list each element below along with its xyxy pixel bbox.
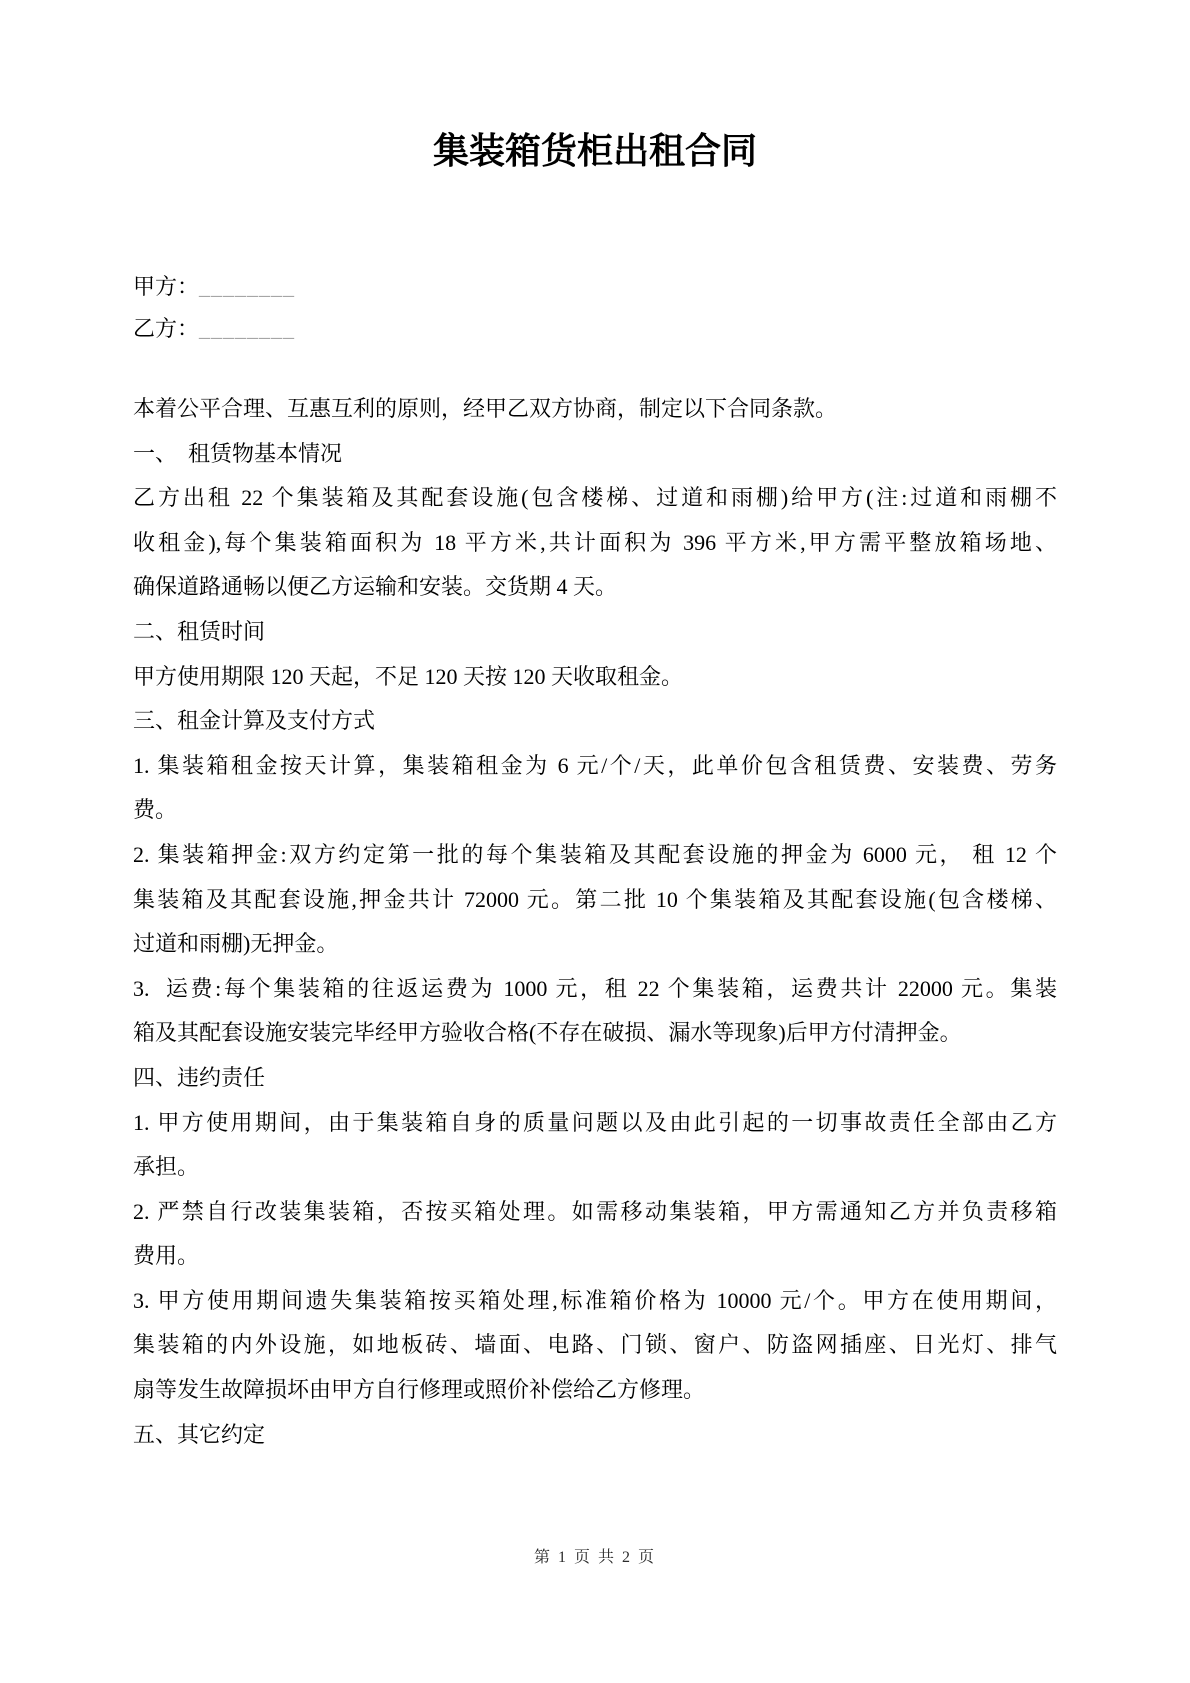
party-b-label: 乙方： (133, 316, 200, 341)
party-b-blank: ________ (199, 316, 296, 341)
heading-section-5 (133, 1413, 1057, 1458)
text-line: 2. 集装箱押金:双方约定第一批的每个集装箱及其配套设施的押金为 6000 元， 租 12 个 (133, 841, 1057, 867)
clause-3-3 (133, 967, 1057, 1056)
heading-section-1 (133, 432, 1057, 477)
page-title: 集装箱货柜出租合同 (432, 131, 757, 171)
clause-4-1 (133, 1101, 1057, 1190)
party-a-line (133, 266, 1057, 308)
text-line: 四、违约责任 (133, 1064, 266, 1090)
text-line: 过道和雨棚)无押金。 (133, 931, 339, 957)
text-line: 确保道路通畅以便乙方运输和安装。交货期 4 天。 (133, 574, 618, 600)
text-line: 五、其它约定 (133, 1421, 266, 1447)
clause-3-1 (133, 744, 1057, 833)
text-line: 承担。 (133, 1154, 200, 1180)
party-a-label: 甲方： (133, 274, 200, 299)
text-line: 1. 甲方使用期间，由于集装箱自身的质量问题以及由此引起的一切事故责任全部由乙方 (133, 1109, 1057, 1135)
text-line: 集装箱的内外设施，如地板砖、墙面、电路、门锁、窗户、防盗网插座、日光灯、排气 (133, 1332, 1057, 1358)
text-line: 三、租金计算及支付方式 (133, 708, 376, 734)
text-line: 2. 严禁自行改装集装箱，否按买箱处理。如需移动集装箱，甲方需通知乙方并负责移箱 (133, 1198, 1057, 1224)
page-number-footer: 第 1 页 共 2 页 (533, 1549, 656, 1567)
text-line: 集装箱及其配套设施,押金共计 72000 元。第二批 10 个集装箱及其配套设施(包含楼梯、 (133, 886, 1057, 912)
text-line: 收租金),每个集装箱面积为 18 平方米,共计面积为 396 平方米,甲方需平整放箱场地、 (133, 529, 1057, 555)
text-line: 乙方出租 22 个集装箱及其配套设施(包含楼梯、过道和雨棚)给甲方(注:过道和雨棚不 (133, 485, 1057, 511)
text-line: 费。 (133, 797, 178, 823)
parties-block (133, 266, 1057, 350)
text-line: 甲方使用期限 120 天起，不足 120 天按 120 天收取租金。 (133, 663, 684, 689)
para-preamble (133, 387, 1057, 432)
clause-3-2 (133, 833, 1057, 967)
text-line: 一、 租赁物基本情况 (133, 440, 343, 466)
text-line: 费用。 (133, 1243, 200, 1269)
text-line: 1. 集装箱租金按天计算，集装箱租金为 6 元/个/天，此单价包含租赁费、安装费、劳务 (133, 752, 1057, 778)
text-line: 扇等发生故障损坏由甲方自行修理或照价补偿给乙方修理。 (133, 1377, 706, 1403)
heading-section-4 (133, 1056, 1057, 1101)
contract-body (133, 387, 1057, 1457)
party-b-line (133, 308, 1057, 350)
text-line: 本着公平合理、互惠互利的原则，经甲乙双方协商，制定以下合同条款。 (133, 396, 838, 421)
text-line: 3. 甲方使用期间遗失集装箱按买箱处理,标准箱价格为 10000 元/个。甲方在使用期间， (133, 1287, 1057, 1313)
heading-section-2 (133, 610, 1057, 655)
para-section-1-clause (133, 476, 1057, 610)
text-line: 3. 运费:每个集装箱的往返运费为 1000 元，租 22 个集装箱，运费共计 22000 元。集装 (133, 975, 1057, 1001)
text-line: 二、租赁时间 (133, 618, 266, 644)
clause-4-2 (133, 1190, 1057, 1279)
para-lease-term (133, 655, 1057, 700)
clause-4-3 (133, 1279, 1057, 1413)
text-line: 箱及其配套设施安装完毕经甲方验收合格(不存在破损、漏水等现象)后甲方付清押金。 (133, 1020, 962, 1046)
party-a-blank: ________ (199, 274, 296, 299)
heading-section-3 (133, 699, 1057, 744)
